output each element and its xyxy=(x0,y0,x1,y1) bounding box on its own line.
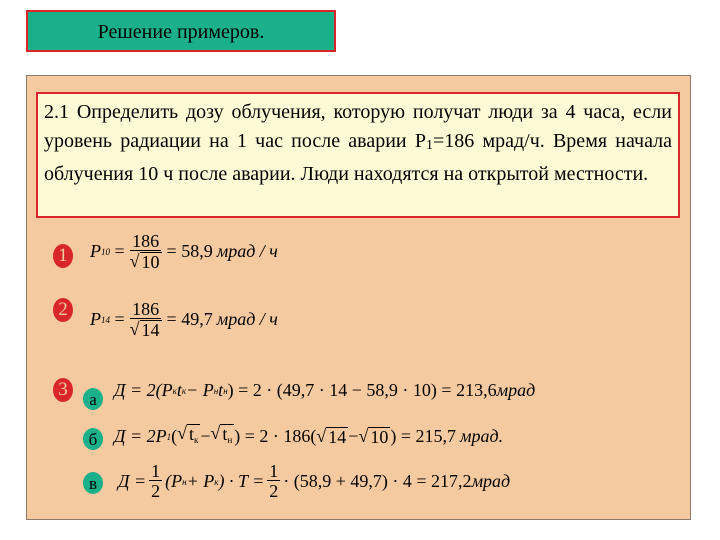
problem-text-part2: =186 мрад/ч. Время начала облучения 10 ч после аварии. Люди находятся на открытой местности. xyxy=(44,130,672,185)
step-3-marker: 3 xyxy=(53,378,73,402)
substep-c-marker: в xyxy=(83,472,103,494)
formula-p10: P 10 = 186 √ 10 = 58,9 мрад / ч xyxy=(90,231,278,272)
formula-dose-b: Д = 2P 1 ( √ $t_к$ − √ $t_н$ ) = 2 · 186( √ 14 − √ 10 ) = 215,7 мрад. xyxy=(114,423,504,447)
problem-statement xyxy=(36,92,680,218)
step-2-marker: 2 xyxy=(53,298,73,322)
formula-dose-c: Д = $\frac{1}{2}$ (P н + P к ) · T = $\frac{1}{2}$ · (58,9 + 49,7) · 4 = 217,2 мрад xyxy=(118,461,511,501)
substep-a-marker: а xyxy=(83,388,103,410)
step-1-marker: 1 xyxy=(53,244,73,268)
problem-text-part1: 2.1 Определить дозу облучения, которую получат люди за 4 часа, если уровень радиации на 1 час после аварии Р xyxy=(44,101,672,152)
substep-b-marker: б xyxy=(83,428,103,450)
formula-p14: P 14 = 186 √ 14 = 49,7 мрад / ч xyxy=(90,299,278,340)
problem-subscript: 1 xyxy=(425,138,433,153)
formula-dose-a: Д = 2(P к t к − P н t н ) = 2 · (49,7 · 14 − 58,9 · 10) = 213,6 мрад xyxy=(114,380,536,400)
slide-title: Решение примеров. xyxy=(26,10,336,52)
